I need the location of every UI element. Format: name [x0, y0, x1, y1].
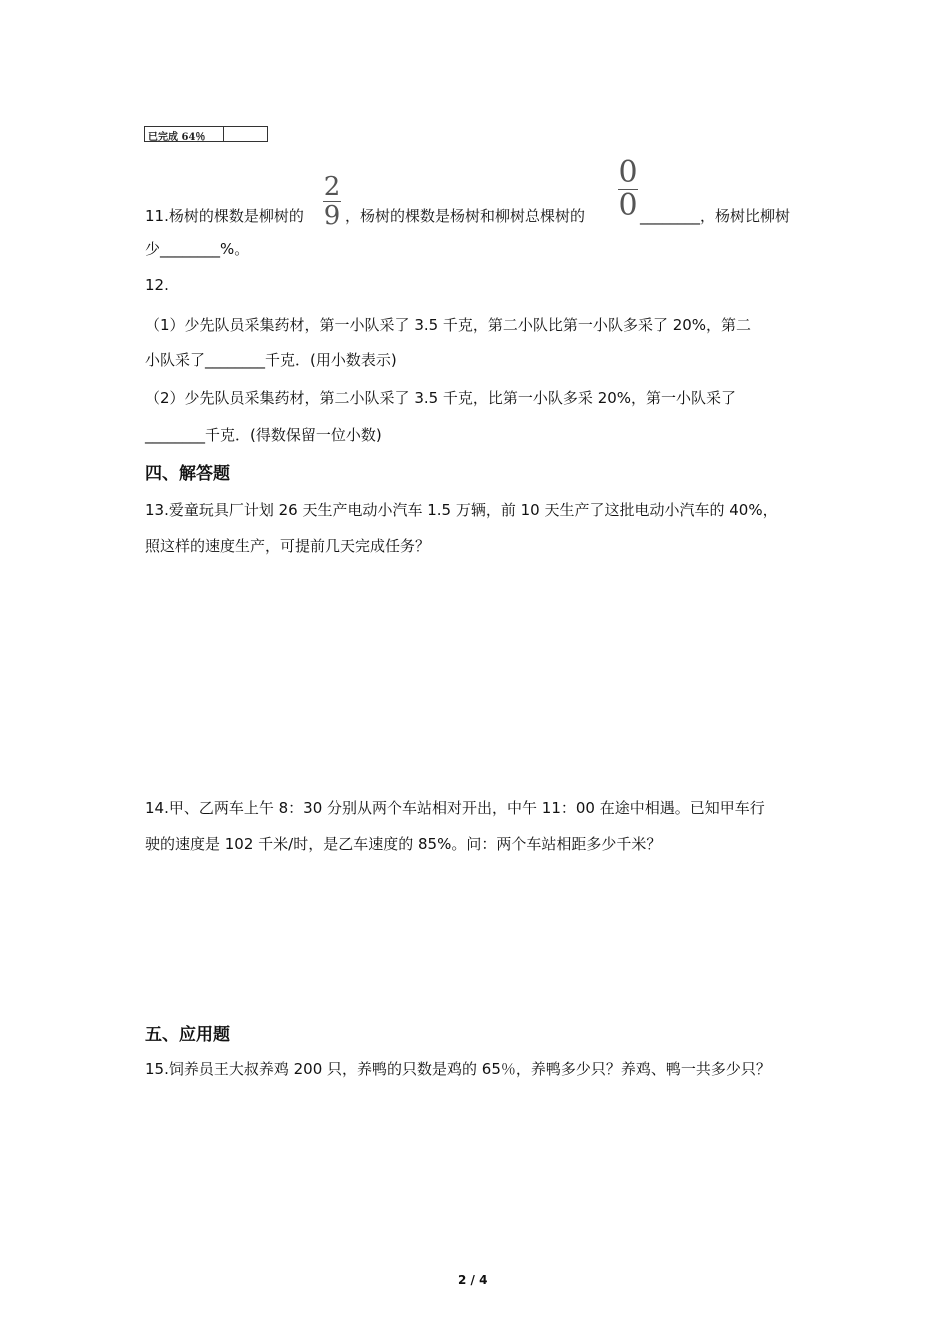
q11-text-line2: 少________%。 [145, 240, 250, 258]
fraction-denominator: 9 [323, 201, 341, 231]
progress-divider [223, 127, 224, 141]
q13-line1: 13.爱童玩具厂计划 26 天生产电动小汽车 1.5 万辆，前 10 天生产了这批电动小汽车的 40%， [145, 501, 778, 519]
q11-fraction-placeholder [618, 155, 638, 223]
q13-line2: 照这样的速度生产，可提前几天完成任务？ [145, 537, 431, 555]
q14-line2: 驶的速度是 102 千米/时，是乙车速度的 85%。问：两个车站相距多少千米？ [145, 835, 662, 853]
fraction-denominator: 0 [618, 188, 638, 223]
q15-line1: 15.饲养员王大叔养鸡 200 只，养鸭的只数是鸡的 65％，养鸭多少只？养鸡、鸭一共多少只？ [145, 1060, 771, 1078]
page-number: 2 / 4 [458, 1273, 488, 1287]
progress-label: 已完成 64％ [148, 132, 206, 143]
section-heading-4: 四、解答题 [145, 464, 230, 484]
q11-text-c: ________，杨树比柳树 [640, 207, 791, 225]
q11-text-a: 11.杨树的棵数是柳树的 [145, 207, 304, 225]
q14-line1: 14.甲、乙两车上午 8：30 分别从两个车站相对开出，中午 11：00 在途中相遇。已知甲车行 [145, 799, 765, 817]
q12-part1-line1: （1）少先队员采集药材，第一小队采了 3.5 千克，第二小队比第一小队多采了 20%，第二 [145, 316, 752, 334]
progress-indicator [144, 126, 268, 142]
q12-part2-line2: ________千克．(得数保留一位小数) [145, 426, 382, 444]
q12-part2-line1: （2）少先队员采集药材，第二小队采了 3.5 千克，比第一小队多采 20%，第一小队采了 [145, 389, 737, 407]
q12-number: 12. [145, 276, 169, 294]
fraction-numerator: 0 [618, 155, 638, 190]
q11-fraction-2-9 [323, 174, 341, 229]
section-heading-5: 五、应用题 [145, 1025, 230, 1045]
q12-part1-line2: 小队采了________千克．(用小数表示) [145, 351, 397, 369]
q11-text-b: ，杨树的棵数是杨树和柳树总棵树的 [345, 207, 586, 225]
fraction-numerator: 2 [323, 172, 341, 202]
